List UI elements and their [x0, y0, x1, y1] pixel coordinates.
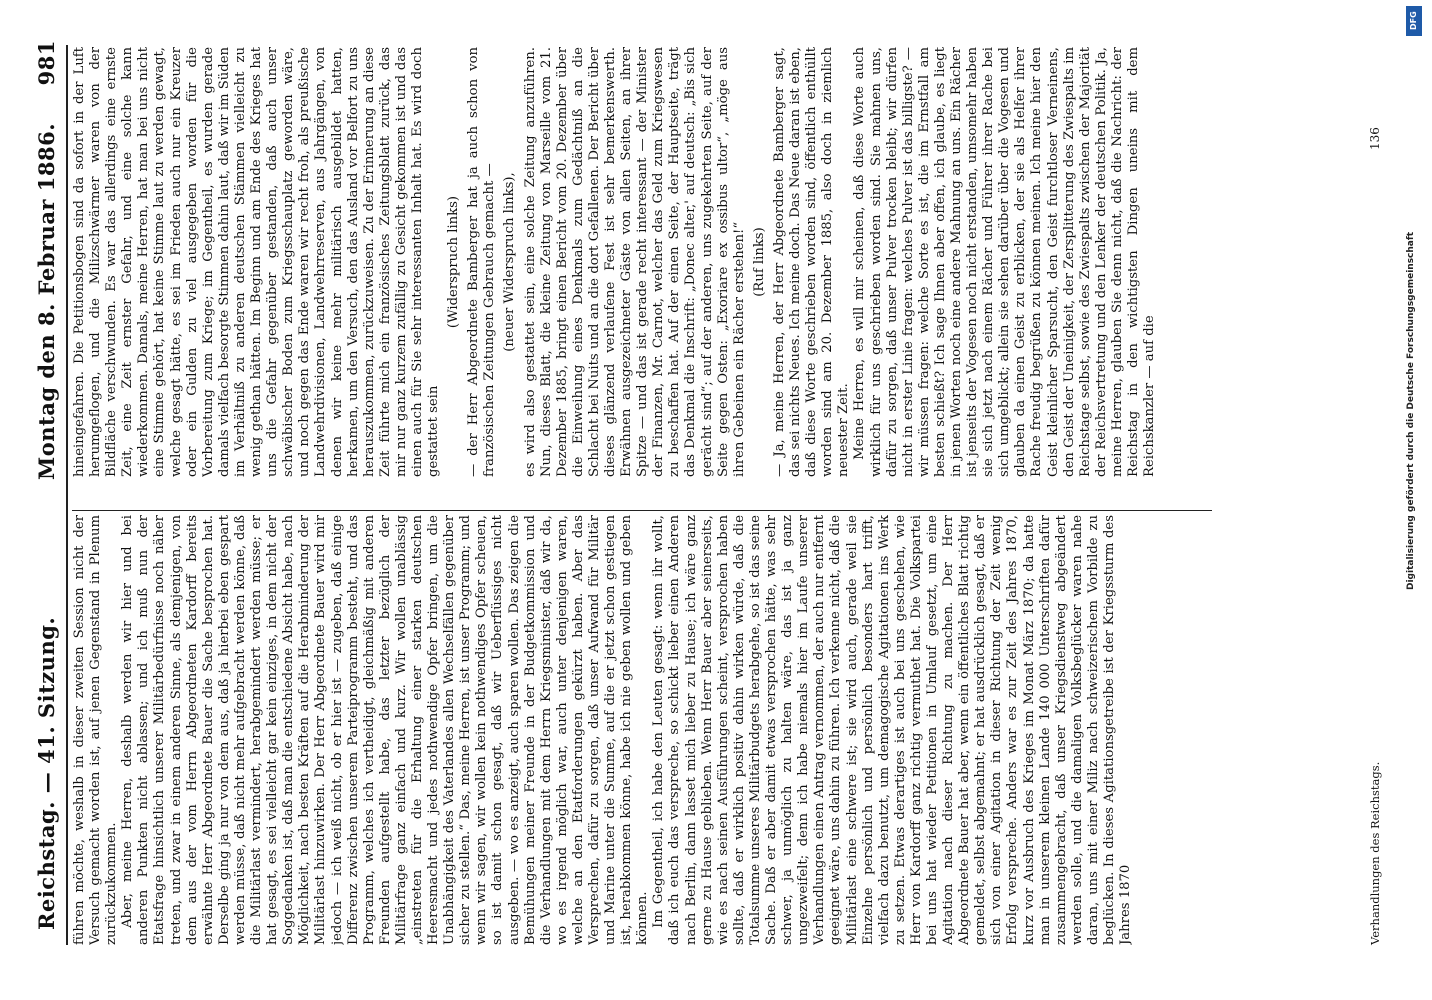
- paragraph: Im Gegentheil, ich habe den Leuten gesagt: wenn ihr wollt, daß ich euch das verspreche, so schickt lieber einen Anderen nach Berlin, dann lasset mich lieber zu Hause; ich wäre ganz gerne zu Hause geblieben. Wenn Herr Bauer aber seinerseits, wie es nach seinen Ausführungen scheint, versprochen haben sollte, daß er wirklich positiv dahin wirken würde, daß die Totalsumme unseres Militärbudgets herabgehe, so ist das seine Sache. Daß er aber damit etwas versprochen hätte, was sehr schwer, ja unmöglich zu halten wäre, das ist ja ganz ungezweifelt; denn ich habe niemals hier im Laufe unserer Verhandlungen einen Antrag vernommen, der auch nur entfernt geeignet wäre, uns dahin zu führen. Ich verkenne nicht, daß die Militärlast eine schwere ist; sie wird auch, gerade weil sie Einzelne persönlich und persönlich besonders hart trifft, vielfach dazu benutzt, um demagogische Agitationen ins Werk zu setzen. Etwas derartiges ist auch bei uns geschehen, wie Herr von Kardorff ganz richtig vermuthet hat. Die Volkspartei bei uns hat wieder Petitionen in Umlauf gesetzt, um eine Agitation nach dieser Richtung zu machen. Der Herr Abgeordnete Bauer hat aber, wenn ein öffentliches Blatt richtig gemeldet, selbst abgemahnt; er hat ausdrücklich gesagt, daß er sich von einer Agitation in dieser Richtung der Zeit wenig Erfolg verspreche. Anders war es zur Zeit des Jahres 1870, kurz vor Ausbruch des Krieges im Monat März 1870; da hatte man in unserem kleinen Lande 140 000 Unterschriften dafür zusammengebracht, daß unser Kriegsdienstweg abgeändert werden solle, und die damaligen Volksbeglücker waren nahe daran, uns mit einer Miliz nach schweizerischem Vorbilde zu beglücken. In dieses Agitationsgetreibe ist der Kriegssturm des Jahres 1870: [651, 515, 1134, 945]
- paragraph: hineingefahren. Die Petitionsbogen sind da sofort in der Luft herumgeflogen, und die Milizschwärmer waren von der Bildfläche verschwunden. Es war das allerdings eine ernste Zeit, eine Zeit ernster Gefahr, und eine solche kann wiederkommen. Damals, meine Herren, hat man bei uns nicht eine Stimme gehört, hat keine Stimme laut zu werden gewagt, welche gesagt hätte, es sei im Frieden auch nur ein Kreuzer oder ein Gulden zu viel ausgegeben worden für die Vorbereitung zum Kriege; im Gegentheil, es wurden gerade damals vielfach besorgte Stimmen dahin laut, daß wir im Süden im Verhältniß zu anderen deutschen Stämmen vielleicht zu wenig gethan hätten. Im Beginn und am Ende des Krieges hat uns die Gefahr gegenüber gestanden, daß auch unser schwäbischer Boden zum Kriegsschauplatz geworden wäre, und noch gegen das Ende waren wir recht froh, als preußische Landwehrdivisionen, Landwehrreserven, aus Jahrgängen, von denen wir keine mehr militärisch ausgebildet hatten, herkamen, um den Versuch, den das Ausland vor Belfort zu uns herauszukommen, zurückzuweisen. Zu der Erinnerung an diese Zeit führte mich ein französisches Zeitungsblatt zurück, das mir nur ganz kurzem zufällig zu Gesicht gekommen ist und das einen auch für Sie sehr interessanten Inhalt hat. Es wird doch gestattet sein: [72, 47, 442, 477]
- header-rule: [66, 45, 68, 945]
- left-text-column: [72, 515, 1372, 945]
- paragraph: Meine Herren, es will mir scheinen, daß diese Worte auch wirklich für uns geschrieben worden sind. Sie mahnen uns, dafür zu sorgen, daß unser Pulver trocken bleibt; wir dürfen nicht in erster Linie fragen: welches Pulver ist das billigste? — wir müssen fragen: welche Sorte es ist, die im Ernstfall am besten schießt? Ich sage Ihnen aber offen, ich glaube, es liegt in jenen Worten noch eine andere Mahnung an uns. Ein Rächer ist jenseits der Vogesen noch nicht erstanden, umsomehr haben sie sich jetzt nach einem Rächer und Führer ihrer Rache bei sich umgeblickt; allein sie sehen darüber über die Vogesen und glauben da einen Geist zu erblicken, der sie als Helfer ihrer Rache freudig begrüßen zu können meinen. Ich meine hier den Geist kleinlicher Sparsucht, den Geist furchtloser Verneinens, den Geist der Uneinigkeit, der Zersplitterung des Zwiespalts im Reichstage selbst, sowie des Zwiespalts zwischen der Majorität der Reichsvertretung und den Lenker der deutschen Politik. Ja, meine Herren, glauben Sie denn nicht, daß die Nachricht: der Reichstag in den wichtigsten Dingen uneins mit dem Reichskanzler — auf die: [852, 47, 1158, 477]
- header-page-number: 981: [34, 40, 59, 86]
- paragraph: es wird also gestattet sein, eine solche Zeitung anzuführen. Nun, dieses Blatt, die kleine Zeitung von Marseille vom 21. Dezember 1885, bringt einen Bericht vom 20. Dezember über die Einweihung eines Denkmals zum Gedächtniß an die Schlacht bei Nuits und an die dort Gefallenen. Der Bericht über dieses glänzend verlaufene Fest ist sehr bemerkenswerth. Erwähnen ausgezeichneter Gäste von allen Seiten, an ihrer Spitze — und das ist gerade recht interessant — der Minister der Finanzen, Mr. Carnot, welcher das Geld zum Kriegswesen zu beschaffen hat. Auf der einen Seite, der Hauptseite, trägt das Denkmal die Inschrift: „Donec alter,' auf deutsch: „Bis sich gerächt sind“; auf der anderen, uns zugekehrten Seite, auf der Seite gegen Osten: „Exoriare ex ossibus ultor“, „möge aus ihren Gebeinen ein Rächer erstehen!“: [522, 47, 747, 477]
- paragraph: — der Herr Abgeordnete Bamberger hat ja auch schon von französischen Zeitungen Gebrauch gemacht —: [466, 47, 498, 477]
- footer-signature: Verhandlungen des Reichstags.: [1368, 761, 1382, 945]
- running-head: [34, 40, 62, 930]
- dfg-logo-icon: DFG: [1406, 6, 1422, 36]
- interjection: (Widerspruch links): [446, 195, 462, 329]
- interjection: (neuer Widerspruch links),: [502, 172, 518, 352]
- header-date: Montag den 8. Februar 1886.: [34, 122, 59, 480]
- column-divider: [72, 510, 1212, 511]
- credit-text: Digitalisierung gefördert durch die Deutsche Forschungsgemeinschaft: [1406, 231, 1416, 590]
- right-text-column: [72, 47, 1372, 477]
- paragraph: — Ja, meine Herren, der Herr Abgeordnete Bamberger sagt, das sei nichts Neues. Ich meine doch. Das Neue daran ist eben, daß diese Worte geschrieben worden sind, öffentlich enthüllt worden sind am 20. Dezember 1885, also doch in ziemlich neuester Zeit.: [771, 47, 852, 477]
- digitization-credit: [1406, 0, 1420, 1000]
- interjection: (Ruf links): [751, 227, 767, 297]
- footer-sheet-number: 136: [1368, 127, 1382, 150]
- header-session-title: Reichstag. — 41. Sitzung.: [34, 616, 59, 930]
- paragraph: führen möchte, weshalb in dieser zweiten Session nicht der Versuch gemacht worden ist, auf jenen Gegenstand in Plenum zurückzukommen.: [72, 515, 120, 945]
- paragraph: Aber, meine Herren, deshalb werden wir hier und bei anderen Punkten nicht ablassen; und ich muß nun der Etatsfrage hinsichtlich unserer Militärbedürfnisse noch näher treten, und zwar in einem anderen Sinne, als demjenigen, von dem aus der vom Herrn Abgeordneten Kardorff bereits erwähnte Herr Abgeordnete Bauer die Sache besprochen hat. Derselbe ging ja nur von dem aus, daß ja hierbei eben gespart werden müsse, daß nicht mehr aufgebracht werden könne, daß die Militärlast vermindert, herabgemindert werden müsse; er hat gesagt, es sei vielleicht gar kein einziges, in dem nicht der Soggedanken ist, daß man die entschiedene Absicht habe, nach Möglichkeit, nach besten Kräften auf die Herabminderung der Militärlast hinzuwirken. Der Herr Abgeordnete Bauer wird mir jedoch — ich weiß nicht, ob er hier ist — zugeben, daß einige Differenz zwischen unserem Parteiprogramm besteht, und das Programm, welches ich vertheidigt, gleichmäßig mit anderen Freunden aufgestellt habe, das letzter bezüglich der Militärfrage ganz einfach und kurz. Wir wollen unablässig „einstreten für die Erhaltung einer starken deutschen Heeresmacht und jedes nothwendige Opfer bringen, um die Unabhängigkeit des Vaterlandes allen Wechselfällen gegenüber sicher zu stellen.“ Das, meine Herren, ist unser Programm; und wenn wir sagen, wir wollen kein nothwendiges Opfer scheuen, so ist damit schon gesagt, daß wir Ueberflüssiges nicht ausgeben. — wo es anzeigt, auch sparen wollen. Das zeigen die Bemühungen meiner Freunde in der Budgetkommission und die Verhandlungen mit dem Herrn Kriegsminister, daß wir da, wo es irgend möglich war, auch unter denjenigen waren, welche an den Etatforderungen gekürzt haben. Aber das Versprechen, dafür zu sorgen, daß unser Aufwand für Militär und Marine unter die Summe, auf die er jetzt schon gestiegen ist, herabkommen könne, habe ich nie geben wollen und geben können.: [120, 515, 651, 945]
